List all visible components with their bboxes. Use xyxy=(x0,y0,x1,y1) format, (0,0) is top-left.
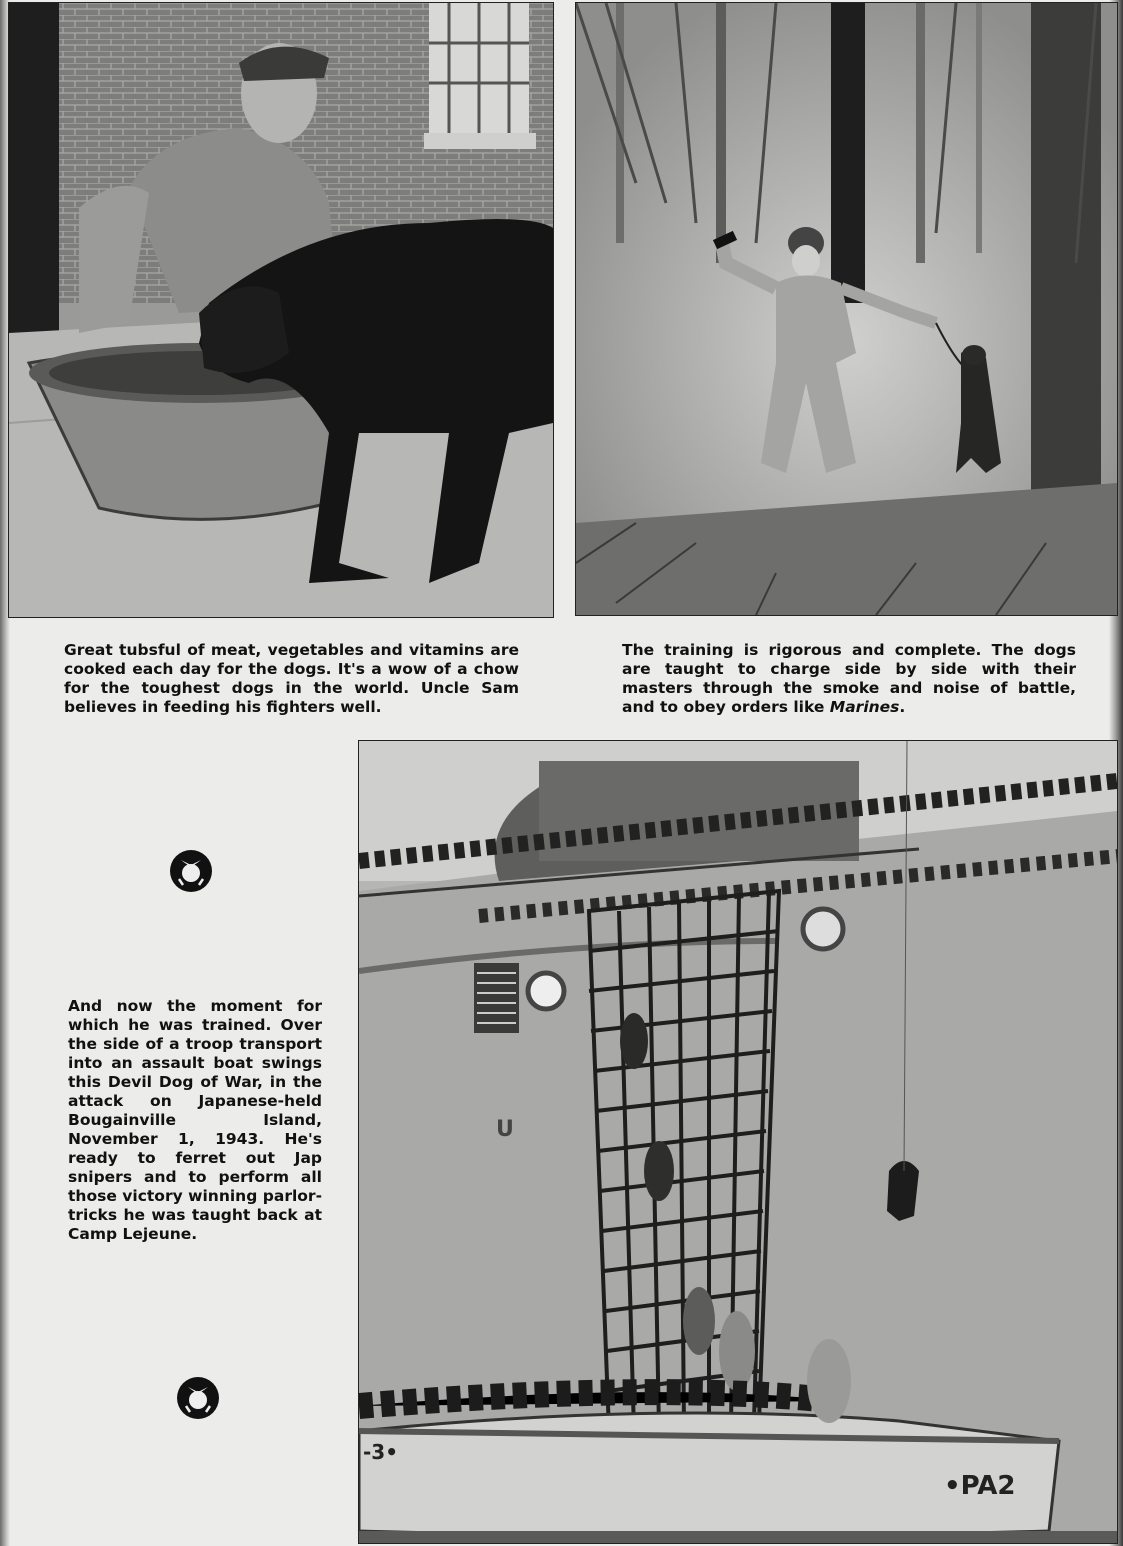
boat-bow-number: -3• xyxy=(363,1440,398,1464)
photo-marine-charging-with-dog xyxy=(575,2,1118,616)
marine-emblem-icon xyxy=(169,849,213,893)
caption-training-italic: Marines xyxy=(829,698,900,716)
boat-hull-number: •PA2 xyxy=(944,1471,1016,1501)
caption-training xyxy=(622,641,1076,717)
caption-feeding-text: Great tubsful of meat, vegetables and vitamins are cooked each day for the dogs. It's a wow of a chow for the toughest dogs in the world. Uncle Sam believes in feeding his fighters well. xyxy=(64,641,519,716)
body-paragraph-text: And now the moment for which he was trained. Over the side of a troop transport into an assault boat swings this Devil Dog of War, in the attack on Japanese-held Bougainville Island, November 1, 1943. He's ready to ferret out Jap snipers and to perform all those victory winning parlor-tricks he was taught back at Camp Lejeune. xyxy=(68,997,322,1243)
photo-marine-feeding-dog xyxy=(8,2,554,618)
caption-feeding xyxy=(64,641,519,717)
photo-troop-transport-cargo-net xyxy=(358,740,1118,1544)
caption-training-text: The training is rigorous and complete. The dogs are taught to charge side by side with their masters through the smoke and noise of battle, and to obey orders like Marines. xyxy=(622,641,1076,716)
hull-letter: U xyxy=(496,1117,514,1142)
marine-emblem-icon xyxy=(176,1376,220,1420)
body-paragraph xyxy=(68,997,322,1244)
